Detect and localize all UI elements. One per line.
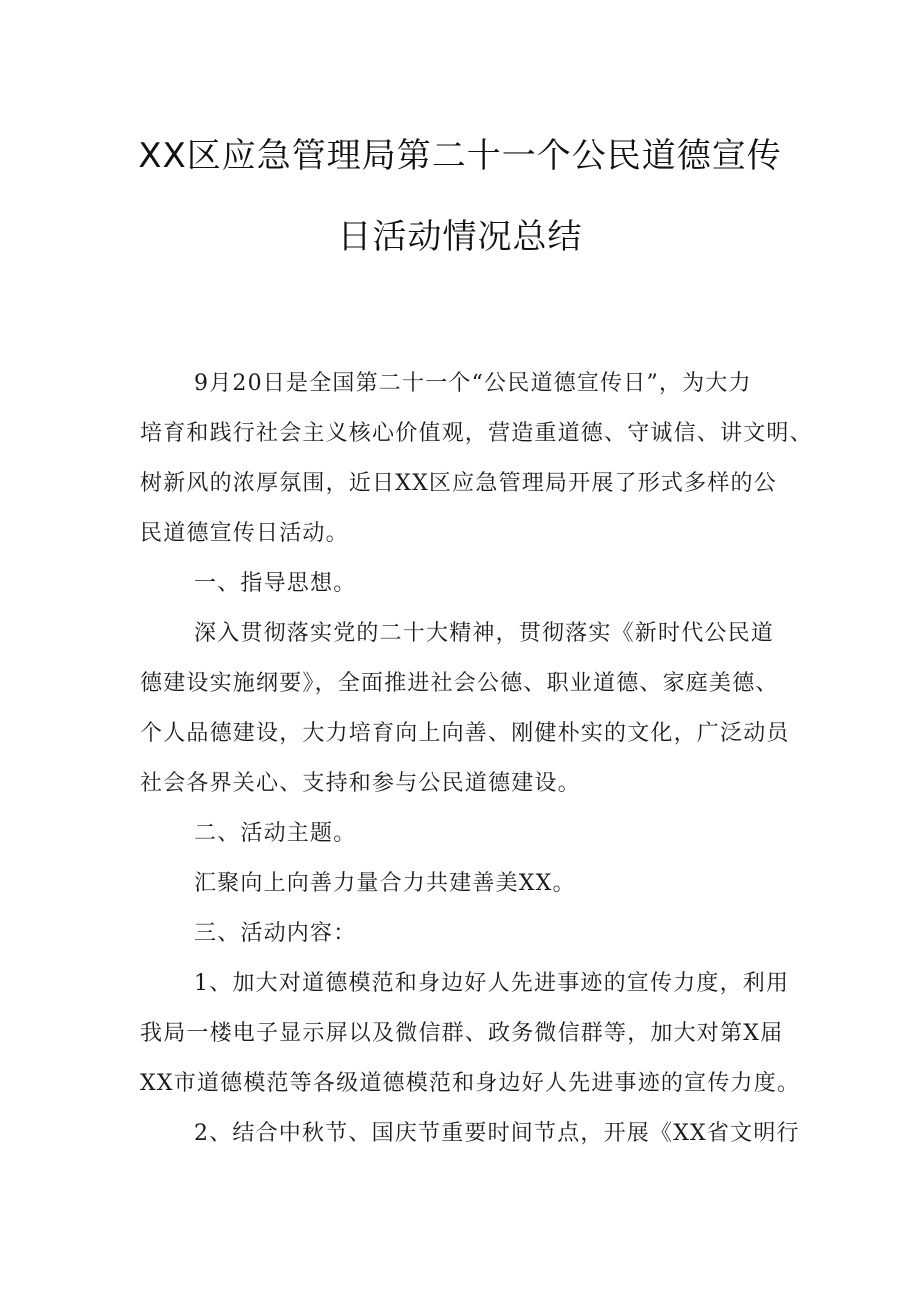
text-line: 社会各界关心、支持和参与公民道德建设。 <box>140 771 581 796</box>
paragraph-intro <box>140 359 813 559</box>
paragraph-guiding-thought <box>140 609 800 809</box>
paragraph-content-item-2 <box>140 1109 800 1159</box>
text-line: 2、结合中秋节、国庆节重要时间节点，开展《XX省文明行 <box>194 1121 800 1146</box>
text-line: 个人品德建设，大力培育向上向善、刚健朴实的文化，广泛动员 <box>140 721 790 746</box>
section-heading: 二、活动主题。 <box>194 821 357 846</box>
text-line: 汇聚向上向善力量合力共建善美XX。 <box>194 871 576 896</box>
text-line: 德建设实施纲要》，全面推进社会公德、职业道德、家庭美德、 <box>140 671 779 696</box>
text-line: 民道德宣传日活动。 <box>140 521 349 546</box>
document-title-line-2: 日活动情况总结 <box>337 217 583 257</box>
section-heading-content <box>140 909 800 959</box>
text-line: 9月20日是全国第二十一个“公民道德宣传日”，为大力 <box>194 371 752 396</box>
document-title-line-1: XX区应急管理局第二十一个公民道德宣传 <box>138 136 782 176</box>
paragraph-content-item-1 <box>140 959 800 1109</box>
text-line: 树新风的浓厚氛围，近日XX区应急管理局开展了形式多样的公 <box>140 471 777 496</box>
text-line: 培育和践行社会主义核心价值观，营造重道德、守诚信、讲文明、 <box>140 421 813 446</box>
document-body <box>140 359 813 1159</box>
text-line: 1、加大对道德模范和身边好人先进事迹的宣传力度，利用 <box>194 971 790 996</box>
section-heading: 三、活动内容： <box>194 921 357 946</box>
paragraph-theme <box>140 859 800 909</box>
text-line: XX市道德模范等各级道德模范和身边好人先进事迹的宣传力度。 <box>140 1071 801 1096</box>
text-line: 我局一楼电子显示屏以及微信群、政务微信群等，加大对第X届 <box>140 1021 784 1046</box>
section-heading-theme <box>140 809 800 859</box>
section-heading: 一、指导思想。 <box>194 571 357 596</box>
text-line: 深入贯彻落实党的二十大精神，贯彻落实《新时代公民道 <box>194 621 775 646</box>
section-heading-guiding-thought <box>140 559 800 609</box>
